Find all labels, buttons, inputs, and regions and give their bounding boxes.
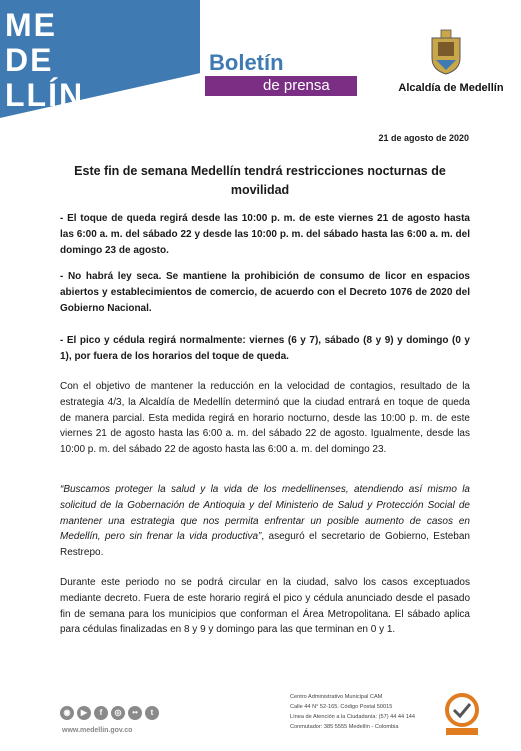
instagram-icon[interactable]: ◎ bbox=[111, 706, 125, 720]
sgs-certification-icon bbox=[442, 692, 482, 736]
logo-line-3: LLÍN bbox=[5, 77, 85, 113]
paragraph-restrictions: Durante este periodo no se podrá circular en la ciudad, salvo los casos exceptuados mediante decreto. Fuera de este horario regirá el pico y cédula anunciado desde el pasado fin de semana para los municipios que conforman el Área Metropolitana. El sábado aplica para cédulas finalizadas en 8 y 9 y domingo para las que terminan en 0 y 1. bbox=[60, 577, 470, 636]
paragraph-pico-cedula: - El pico y cédula regirá normalmente: viernes (6 y 7), sábado (8 y 9) y domingo (0 y 1), por fuera de los horarios del toque de queda. bbox=[60, 335, 470, 362]
rss-icon[interactable]: ◉ bbox=[60, 706, 74, 720]
headline-line-2: movilidad bbox=[230, 183, 290, 197]
flickr-icon[interactable]: •• bbox=[128, 706, 142, 720]
paragraph-no-dry-law: - No habrá ley seca. Se mantiene la prohibición de consumo de licor en espacios abiertos y establecimientos de comercio, de acuerdo con el Decreto 1076 de 2020 del Gobierno Nacional. bbox=[60, 271, 470, 314]
logo-line-2: DE bbox=[5, 42, 54, 78]
quote-text: “Buscamos proteger la salud y la vida de los medellinenses, atendiendo así mismo la solicitud de la Gobernación de Antioquia y del Ministerio de Salud y Protección Social de mantener una estrategia que nos permita enfrentar un posible aumento de casos en Medellín, pero sin frenar la vida productiva” bbox=[60, 484, 470, 543]
paragraph-context: Con el objetivo de mantener la reducción en la velocidad de contagios, resultado de la estrategia 4/3, la Alcaldía de Medellín determinó que la ciudad entrará en toque de queda de manera parcial. Esta medida regirá en horario nocturno, desde las 10:00 p. m. de este viernes 21 de agosto hasta las 6:00 a. m. del sábado 22 de agosto. Igualmente, desde las 10:00 p. m. del sábado 22 de agosto hasta las 6:00 a. m. del domingo 23. bbox=[60, 381, 470, 456]
quote-attribution: , aseguró el secretario de Gobierno, Esteban Restrepo. bbox=[60, 531, 470, 559]
paragraph-curfew: - El toque de queda regirá desde las 10:00 p. m. de este viernes 21 de agosto hasta las 6:00 a. m. del sábado 22 y desde las 10:00 p. m. del sábado hasta las 6:00 a. m. del domingo 23 de agosto. bbox=[60, 213, 470, 256]
social-icons bbox=[60, 706, 159, 720]
paragraph-quote bbox=[60, 482, 470, 561]
boletin-title: Boletín bbox=[209, 50, 284, 75]
twitter-icon[interactable]: t bbox=[145, 706, 159, 720]
address-line: Centro Administrativo Municipal CAM bbox=[290, 694, 383, 700]
alcaldia-label: Alcaldía de Medellín bbox=[398, 82, 504, 94]
address-line: Conmutador: 385 5555 Medellín - Colombia bbox=[290, 724, 399, 730]
footer-address bbox=[290, 692, 415, 732]
coat-of-arms-icon bbox=[426, 28, 466, 76]
prensa-band bbox=[205, 76, 357, 96]
headline bbox=[60, 162, 460, 200]
facebook-icon[interactable]: f bbox=[94, 706, 108, 720]
headline-line-1: Este fin de semana Medellín tendrá restricciones nocturnas de bbox=[74, 164, 446, 178]
prensa-text: de prensa bbox=[263, 77, 330, 94]
website-link[interactable]: www.medellin.gov.co bbox=[62, 727, 133, 734]
address-line: Calle 44 N° 52-165. Código Postal 50015 bbox=[290, 704, 393, 710]
address-line: Línea de Atención a la Ciudadanía: (57) 44 44 144 bbox=[290, 714, 416, 720]
boletin-banner bbox=[205, 50, 357, 96]
press-date: 21 de agosto de 2020 bbox=[378, 133, 469, 143]
logo-line-1: ME bbox=[5, 7, 57, 43]
youtube-icon[interactable]: ▶ bbox=[77, 706, 91, 720]
